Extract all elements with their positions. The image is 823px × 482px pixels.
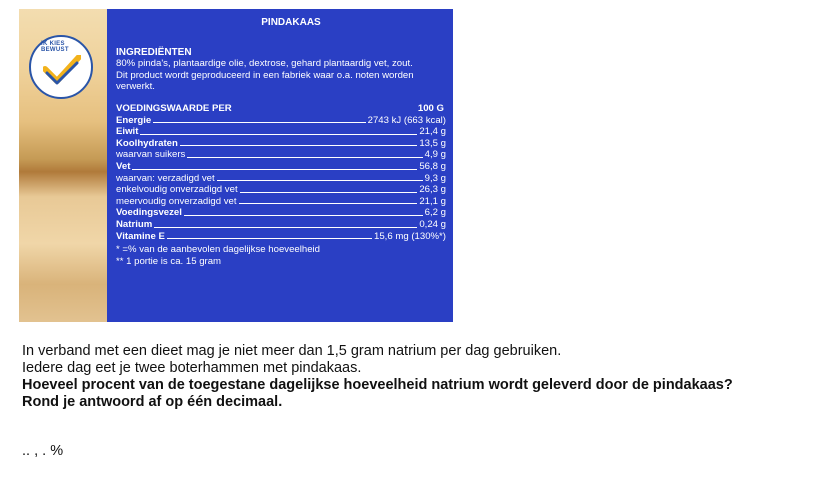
logo-text: IK KIES BEWUST	[41, 41, 69, 53]
label-content	[116, 17, 446, 267]
nutrition-row-suikers: waarvan suikers 4,9 g	[116, 149, 446, 161]
nutrition-row-eiwit: Eiwit 21,4 g	[116, 126, 446, 138]
question-line-1: Hoeveel procent van de toegestane dagelijkse hoeveelheid natrium wordt geleverd door de pindakaas?	[22, 377, 733, 393]
ingredients-title: INGREDIËNTEN	[116, 46, 192, 58]
nutrition-header-unit: 100 G	[417, 102, 444, 114]
question-text	[22, 343, 812, 411]
intro-line-1: In verband met een dieet mag je niet meer dan 1,5 gram natrium per dag gebruiken.	[22, 343, 562, 359]
ingredients-text: 80% pinda's, plantaardige olie, dextrose, gehard plantaardig vet, zout.	[116, 58, 413, 70]
nutrition-row-voedingsvezel: Voedingsvezel 6,2 g	[116, 207, 446, 219]
intro-line-2: Iedere dag eet je twee boterhammen met pindakaas.	[22, 360, 362, 376]
nutrition-row-vet: Vet 56,8 g	[116, 160, 446, 172]
question-line-2: Rond je antwoord af op één decimaal.	[22, 394, 283, 410]
checkmark-icon	[43, 55, 81, 85]
ik-kies-bewust-logo	[29, 35, 93, 99]
nutrition-header	[116, 103, 446, 115]
peanut-photo	[19, 9, 107, 322]
factory-text: Dit product wordt geproduceerd in een fabriek waar o.a. noten worden verwerkt.	[116, 69, 414, 93]
product-label	[19, 9, 453, 322]
nutrition-row-natrium: Natrium 0,24 g	[116, 218, 446, 230]
footnote-1: * =% van de aanbevolen dagelijkse hoeveelheid	[116, 244, 321, 256]
nutrition-row-koolhydraten: Koolhydraten 13,5 g	[116, 137, 446, 149]
nutrition-row-meervoudig: meervoudig onverzadigd vet 21,1 g	[116, 195, 446, 207]
nutrition-row-enkelvoudig: enkelvoudig onverzadigd vet 26,3 g	[116, 184, 446, 196]
nutrition-row-energie: Energie 2743 kJ (663 kcal)	[116, 114, 446, 126]
nutrition-row-verzadigd: waarvan: verzadigd vet 9,3 g	[116, 172, 446, 184]
nutrition-row-vitamine-e: Vitamine E 15,6 mg (130%*)	[116, 230, 446, 242]
label-title: PINDAKAAS	[261, 17, 321, 28]
nutrition-header-label: VOEDINGSWAARDE PER	[116, 102, 232, 114]
footnote-2: ** 1 portie is ca. 15 gram	[116, 255, 222, 267]
answer-field[interactable]: .. , . %	[22, 443, 64, 459]
